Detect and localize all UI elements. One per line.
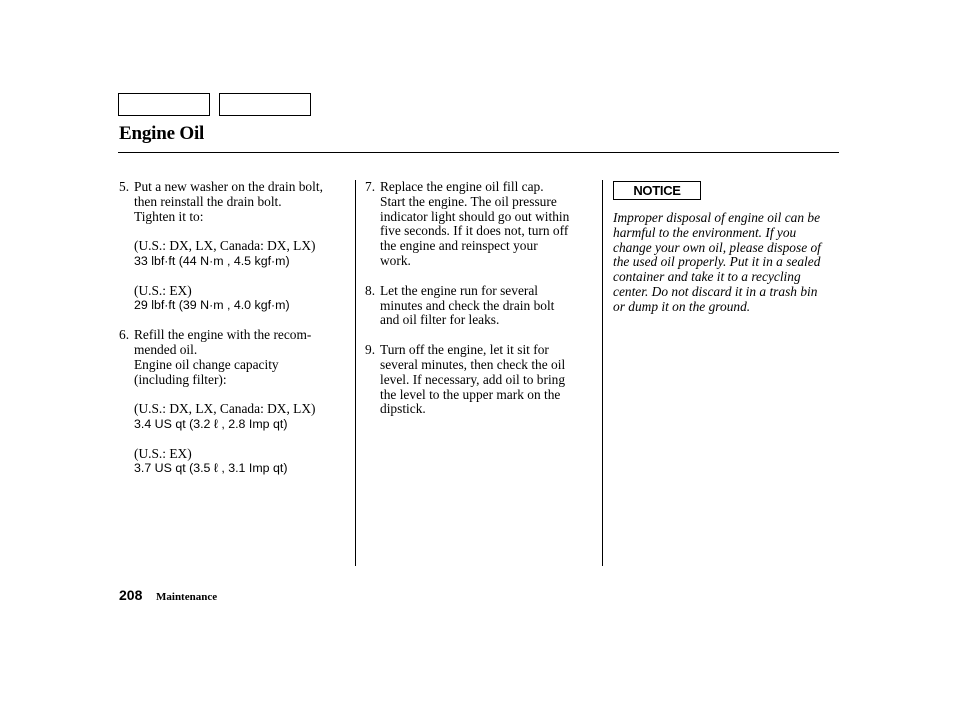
column-3: [613, 180, 839, 315]
notice-text-line: Improper disposal of engine oil can be: [613, 210, 821, 225]
step-8: [365, 284, 597, 328]
step-text-line: Start the engine. The oil pressure: [380, 193, 557, 209]
step-text-line: the engine and reinspect your: [380, 238, 538, 254]
step-text-line: the level to the upper mark on the: [380, 386, 561, 402]
step-number: 8.: [365, 282, 376, 298]
step-7: [365, 180, 597, 269]
step-text-line: several minutes, then check the oil: [380, 356, 566, 372]
title-rule: [118, 152, 839, 153]
torque-value: 29 lbf·ft (39 N·m , 4.0 kgf·m): [134, 298, 290, 313]
column-divider-1: [355, 180, 356, 566]
step-text-line: then reinstall the drain bolt.: [134, 193, 282, 209]
step-text-line: Replace the engine oil fill cap.: [380, 179, 544, 194]
step-number: 6.: [119, 327, 130, 343]
step-text-line: (including filter):: [134, 371, 227, 387]
step-text-line: Tighten it to:: [134, 208, 204, 224]
notice-text-line: center. Do not discard it in a trash bin: [613, 283, 818, 299]
header-tab-box-2: [219, 93, 311, 116]
step-6: [119, 328, 351, 476]
step-number: 5.: [119, 179, 130, 194]
step-text-line: Put a new washer on the drain bolt,: [134, 179, 323, 194]
spec-label: (U.S.: EX): [134, 282, 192, 298]
page-number: 208: [119, 587, 143, 603]
section-name: Maintenance: [156, 591, 218, 603]
step-text-line: Refill the engine with the recom-: [134, 327, 312, 343]
step-text-line: minutes and check the drain bolt: [380, 297, 555, 313]
step-text-line: level. If necessary, add oil to bring: [380, 371, 566, 387]
notice-text: [613, 211, 839, 315]
spec-label: (U.S.: DX, LX, Canada: DX, LX): [134, 401, 316, 417]
torque-value: 33 lbf·ft (44 N·m , 4.5 kgf·m): [134, 253, 290, 268]
column-1: [119, 180, 351, 491]
step-number: 9.: [365, 342, 376, 358]
spec-label: (U.S.: EX): [134, 445, 192, 461]
notice-text-line: change your own oil, please dispose of: [613, 239, 821, 255]
notice-text-line: the used oil properly. Put it in a sealed: [613, 254, 821, 270]
step-text-line: Engine oil change capacity: [134, 356, 279, 372]
step-9: [365, 343, 597, 417]
step-text-line: Let the engine run for several: [380, 282, 539, 298]
step-text-line: five seconds. If it does not, turn off: [380, 223, 569, 239]
capacity-value: 3.4 US qt (3.2 ℓ , 2.8 Imp qt): [134, 416, 288, 431]
header-tab-box-1: [118, 93, 210, 116]
step-text-line: work.: [380, 252, 411, 268]
step-number: 7.: [365, 179, 376, 194]
step-text-line: mended oil.: [134, 341, 198, 357]
column-2: [365, 180, 597, 432]
step-text-line: Turn off the engine, let it sit for: [380, 342, 549, 358]
notice-text-line: container and take it to a recycling: [613, 269, 801, 285]
step-text-line: and oil filter for leaks.: [380, 312, 500, 328]
spec-label: (U.S.: DX, LX, Canada: DX, LX): [134, 238, 316, 254]
column-divider-2: [602, 180, 603, 566]
step-5: [119, 180, 351, 313]
notice-badge: NOTICE: [613, 181, 701, 200]
step-text-line: indicator light should go out within: [380, 208, 570, 224]
notice-text-line: or dump it on the ground.: [613, 298, 751, 314]
page-title: Engine Oil: [119, 123, 205, 144]
step-text-line: dipstick.: [380, 401, 426, 417]
capacity-value: 3.7 US qt (3.5 ℓ , 3.1 Imp qt): [134, 461, 288, 476]
notice-text-line: harmful to the environment. If you: [613, 224, 797, 240]
